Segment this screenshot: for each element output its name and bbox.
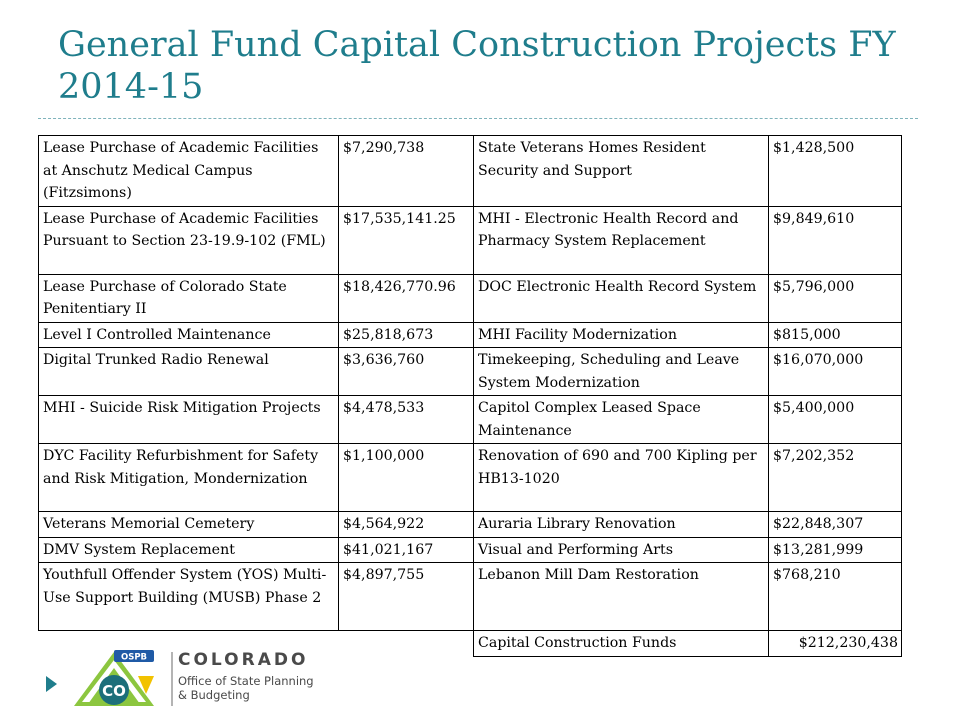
project-amount-cell: $7,202,352 bbox=[769, 444, 902, 512]
projects-table bbox=[38, 135, 902, 657]
project-amount-cell: $5,796,000 bbox=[769, 274, 902, 322]
total-label: Capital Construction Funds bbox=[474, 631, 769, 657]
play-arrow-icon bbox=[46, 676, 57, 692]
table-row bbox=[39, 322, 902, 348]
project-amount-cell: $1,100,000 bbox=[339, 444, 474, 512]
table-row bbox=[39, 206, 902, 274]
project-amount-cell: $3,636,760 bbox=[339, 348, 474, 396]
project-name-cell: MHI - Suicide Risk Mitigation Projects bbox=[39, 396, 339, 444]
table-row bbox=[39, 512, 902, 538]
project-amount-cell: $17,535,141.25 bbox=[339, 206, 474, 274]
ospb-badge: OSPB bbox=[120, 652, 148, 663]
project-name-cell: State Veterans Homes Resident Security and Support bbox=[474, 136, 769, 207]
logo-colorado-text: COLORADO bbox=[178, 650, 309, 670]
project-name-cell: Youthfull Offender System (YOS) Multi-Use Support Building (MUSB) Phase 2 bbox=[39, 563, 339, 631]
ospb-logo bbox=[72, 646, 322, 710]
co-mark: CO bbox=[102, 682, 126, 700]
table-row bbox=[39, 563, 902, 631]
project-amount-cell: $4,897,755 bbox=[339, 563, 474, 631]
project-name-cell: Lease Purchase of Colorado State Penitentiary II bbox=[39, 274, 339, 322]
project-name-cell: Veterans Memorial Cemetery bbox=[39, 512, 339, 538]
project-name-cell: Renovation of 690 and 700 Kipling per HB13-1020 bbox=[474, 444, 769, 512]
project-amount-cell: $7,290,738 bbox=[339, 136, 474, 207]
project-name-cell: MHI Facility Modernization bbox=[474, 322, 769, 348]
project-amount-cell: $4,478,533 bbox=[339, 396, 474, 444]
project-amount-cell: $41,021,167 bbox=[339, 537, 474, 563]
project-name-cell: DYC Facility Refurbishment for Safety and Risk Mitigation, Mondernization bbox=[39, 444, 339, 512]
page-title: General Fund Capital Construction Projects FY 2014-15 bbox=[58, 25, 896, 107]
project-name-cell: Level I Controlled Maintenance bbox=[39, 322, 339, 348]
project-name-cell: Capitol Complex Leased Space Maintenance bbox=[474, 396, 769, 444]
project-amount-cell: $13,281,999 bbox=[769, 537, 902, 563]
project-amount-cell: $18,426,770.96 bbox=[339, 274, 474, 322]
table-row bbox=[39, 348, 902, 396]
project-name-cell: Lebanon Mill Dam Restoration bbox=[474, 563, 769, 631]
project-name-cell: Lease Purchase of Academic Facilities Pursuant to Section 23-19.9-102 (FML) bbox=[39, 206, 339, 274]
project-amount-cell: $5,400,000 bbox=[769, 396, 902, 444]
project-amount-cell: $4,564,922 bbox=[339, 512, 474, 538]
table-row bbox=[39, 274, 902, 322]
project-amount-cell: $768,210 bbox=[769, 563, 902, 631]
project-amount-cell: $815,000 bbox=[769, 322, 902, 348]
project-name-cell: Lease Purchase of Academic Facilities at Anschutz Medical Campus (Fitzsimons) bbox=[39, 136, 339, 207]
project-amount-cell: $22,848,307 bbox=[769, 512, 902, 538]
project-name-cell: Auraria Library Renovation bbox=[474, 512, 769, 538]
project-name-cell: Visual and Performing Arts bbox=[474, 537, 769, 563]
project-amount-cell: $16,070,000 bbox=[769, 348, 902, 396]
project-amount-cell: $1,428,500 bbox=[769, 136, 902, 207]
project-name-cell: DMV System Replacement bbox=[39, 537, 339, 563]
project-name-cell: Timekeeping, Scheduling and Leave System Modernization bbox=[474, 348, 769, 396]
project-amount-cell: $25,818,673 bbox=[339, 322, 474, 348]
table-row bbox=[39, 444, 902, 512]
table-row bbox=[39, 136, 902, 207]
project-name-cell: DOC Electronic Health Record System bbox=[474, 274, 769, 322]
logo-subtitle-line1: Office of State Planning bbox=[178, 674, 314, 688]
total-amount: $212,230,438 bbox=[769, 631, 902, 657]
title-divider bbox=[38, 118, 918, 119]
table-row bbox=[39, 537, 902, 563]
project-name-cell: Digital Trunked Radio Renewal bbox=[39, 348, 339, 396]
project-amount-cell: $9,849,610 bbox=[769, 206, 902, 274]
mountain-emblem-icon bbox=[72, 646, 176, 710]
logo-subtitle-line2: & Budgeting bbox=[178, 688, 250, 702]
project-name-cell: MHI - Electronic Health Record and Pharmacy System Replacement bbox=[474, 206, 769, 274]
table-row bbox=[39, 396, 902, 444]
